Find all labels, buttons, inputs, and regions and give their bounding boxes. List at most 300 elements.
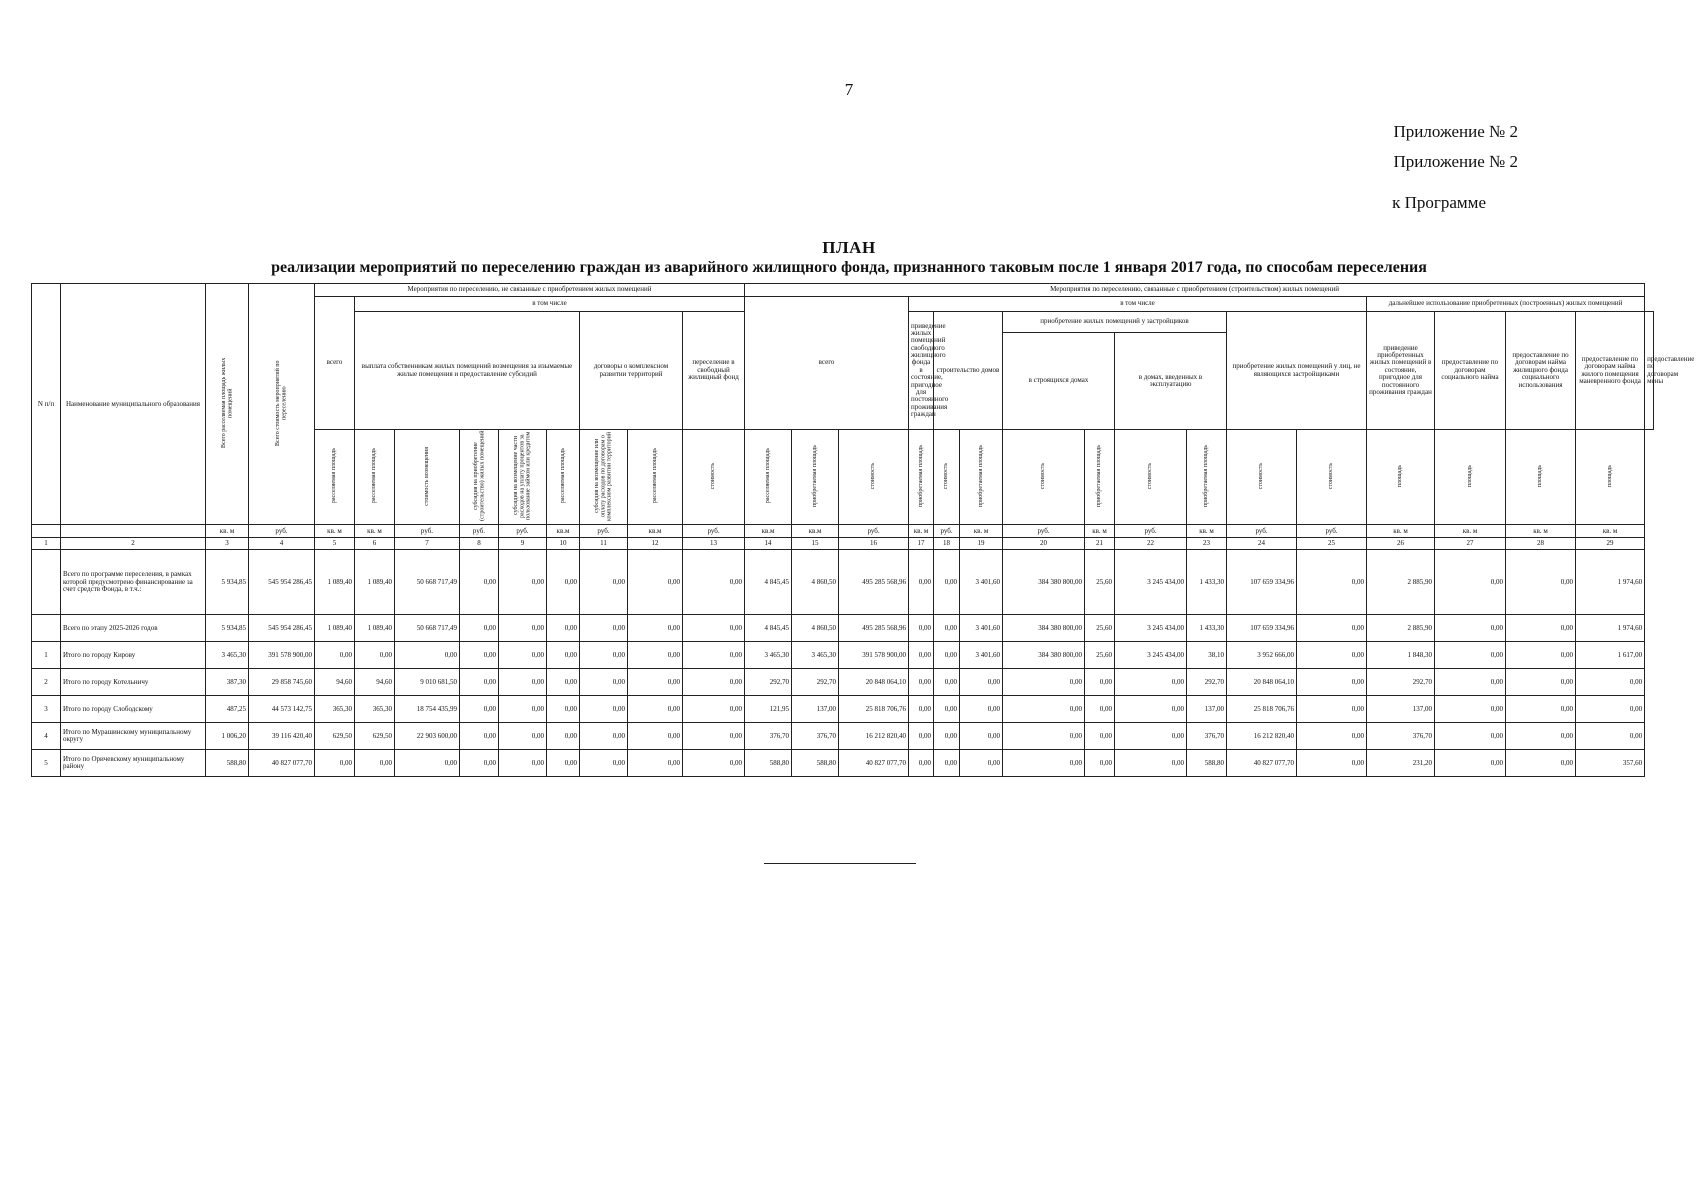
value-cell-col-23: 38,10: [1187, 642, 1227, 669]
table-body: [32, 550, 1654, 777]
subcol-header-9-text: субсидия на возмещение части расходов на уплату процентов за пользование займом или кредитом: [513, 431, 532, 521]
unit-cell: кв. м: [315, 525, 355, 538]
subcol-header-11-text: субсидия на возмещение или оплату расходов по договорам о комплексном развитии территорий: [594, 431, 613, 521]
value-cell-col-17: 0,00: [909, 642, 934, 669]
column-number-cell: 21: [1085, 538, 1115, 550]
subcol-header-6-text: расселяемая площадь: [371, 448, 378, 504]
value-cell-col-9: 0,00: [499, 696, 547, 723]
value-cell-col-24: 107 659 334,96: [1227, 550, 1297, 615]
value-cell-col-6: 0,00: [355, 750, 395, 777]
resettlement-plan-table: [31, 283, 1695, 777]
value-cell-col-9: 0,00: [499, 669, 547, 696]
value-cell-col-28: 0,00: [1506, 669, 1576, 696]
row-number: 5: [32, 750, 61, 777]
group-b-header: Мероприятия по переселению, связанные с приобретением (строительством) жилых помещений: [745, 284, 1645, 297]
value-cell-col-15: 137,00: [792, 696, 839, 723]
subcol-header-6: [355, 430, 395, 525]
value-cell-col-8: 0,00: [460, 642, 499, 669]
row-municipality-name: Всего по программе переселения, в рамках которой предусмотрено финансирование за счет средств Фонда, в т.ч.:: [61, 550, 206, 615]
value-cell-col-28: 0,00: [1506, 750, 1576, 777]
table-row: [32, 550, 1654, 615]
value-cell-col-13: 0,00: [683, 550, 745, 615]
value-cell-col-27: 0,00: [1435, 669, 1506, 696]
column-number-cell: 12: [628, 538, 683, 550]
subcol-header-12-text: расселяемая площадь: [651, 448, 658, 504]
subcol-header-24-text: стоимость: [1258, 462, 1265, 490]
value-cell-col-29: 1 974,60: [1576, 615, 1645, 642]
value-cell-col-12: 0,00: [628, 696, 683, 723]
value-cell-col-8: 0,00: [460, 750, 499, 777]
column-number-cell: 5: [315, 538, 355, 550]
subcol-header-13: [683, 430, 745, 525]
further-use-header: дальнейшее использование приобретенных (построенных) жилых помещений: [1367, 297, 1645, 312]
col-header-name: Наименование муниципального образования: [61, 284, 206, 525]
acq-building-header: в строящихся домах: [1003, 333, 1115, 430]
unit-cell: кв. м: [1085, 525, 1115, 538]
column-number-cell: 17: [909, 538, 934, 550]
value-cell-col-20: 0,00: [1003, 696, 1085, 723]
subcol-header-21: [1085, 430, 1115, 525]
value-cell-col-4: 29 858 745,60: [249, 669, 315, 696]
value-cell-col-22: 3 245 434,00: [1115, 642, 1187, 669]
value-cell-col-9: 0,00: [499, 642, 547, 669]
col-header-total-area-text: Всего расселяемая площадь жилых помещений: [220, 357, 233, 449]
value-cell-col-3: 387,30: [206, 669, 249, 696]
value-cell-col-19: 0,00: [960, 723, 1003, 750]
value-cell-col-21: 25,60: [1085, 615, 1115, 642]
value-cell-col-10: 0,00: [547, 723, 580, 750]
value-cell-col-15: 588,80: [792, 750, 839, 777]
column-number-cell: 23: [1187, 538, 1227, 550]
value-cell-col-24: 20 848 064,10: [1227, 669, 1297, 696]
unit-cell: кв. м: [1435, 525, 1506, 538]
value-cell-col-8: 0,00: [460, 696, 499, 723]
incl-a-header: в том числе: [355, 297, 745, 312]
unit-cell: кв. м: [909, 525, 934, 538]
value-cell-col-3: 588,80: [206, 750, 249, 777]
value-cell-col-21: 0,00: [1085, 669, 1115, 696]
unit-cell: руб.: [395, 525, 460, 538]
unit-cell: руб.: [683, 525, 745, 538]
value-cell-col-29: 0,00: [1576, 696, 1645, 723]
value-cell-col-21: 25,60: [1085, 550, 1115, 615]
acq-non-dev-header: приобретение жилых помещений у лиц, не являющихся застройщиками: [1227, 312, 1367, 430]
column-number-cell: 16: [839, 538, 909, 550]
construction-header: строительство домов: [934, 312, 1003, 430]
unit-cell: кв. м: [960, 525, 1003, 538]
value-cell-col-3: 5 934,85: [206, 550, 249, 615]
acq-commissioned-header: в домах, введенных в эксплуатацию: [1115, 333, 1227, 430]
contracts-header: договоры о комплексном развитии территорий: [580, 312, 683, 430]
column-number-cell: 20: [1003, 538, 1085, 550]
subcol-header-14: [745, 430, 792, 525]
unit-cell-empty: [32, 525, 61, 538]
value-cell-col-28: 0,00: [1506, 550, 1576, 615]
value-cell-col-27: 0,00: [1435, 615, 1506, 642]
value-cell-col-20: 0,00: [1003, 723, 1085, 750]
table-row: [32, 750, 1654, 777]
subcol-header-10-text: расселяемая площадь: [559, 448, 566, 504]
value-cell-col-12: 0,00: [628, 750, 683, 777]
subcol-header-18-text: стоимость: [943, 462, 950, 490]
value-cell-col-27: 0,00: [1435, 750, 1506, 777]
subcol-header-8: [460, 430, 499, 525]
value-cell-col-8: 0,00: [460, 669, 499, 696]
value-cell-col-28: 0,00: [1506, 615, 1576, 642]
value-cell-col-7: 22 903 600,00: [395, 723, 460, 750]
unit-cell: кв. м: [1576, 525, 1645, 538]
value-cell-col-19: 0,00: [960, 696, 1003, 723]
subcol-header-22: [1115, 430, 1187, 525]
column-number-cell: 7: [395, 538, 460, 550]
column-number-cell: 24: [1227, 538, 1297, 550]
value-cell-col-5: 0,00: [315, 750, 355, 777]
unit-cell: кв.м: [547, 525, 580, 538]
value-cell-col-15: 292,70: [792, 669, 839, 696]
header-row-1: [32, 284, 1654, 297]
value-cell-col-25: 0,00: [1297, 750, 1367, 777]
value-cell-col-22: 0,00: [1115, 696, 1187, 723]
value-cell-col-7: 50 668 717,49: [395, 615, 460, 642]
subcol-header-29-text: площадь: [1606, 464, 1613, 488]
value-cell-col-16: 20 848 064,10: [839, 669, 909, 696]
value-cell-col-16: 495 285 568,96: [839, 550, 909, 615]
subcol-header-25: [1297, 430, 1367, 525]
value-cell-col-4: 391 578 900,00: [249, 642, 315, 669]
value-cell-col-10: 0,00: [547, 750, 580, 777]
unit-cell: кв. м: [1506, 525, 1576, 538]
annex-line-1: Приложение № 2: [1393, 122, 1518, 141]
column-number-cell: 26: [1367, 538, 1435, 550]
value-cell-col-20: 384 380 800,00: [1003, 642, 1085, 669]
value-cell-col-14: 292,70: [745, 669, 792, 696]
value-cell-col-7: 18 754 435,99: [395, 696, 460, 723]
table-row: [32, 696, 1654, 723]
exchange-header: предоставление по договорам мены: [1645, 312, 1654, 430]
value-cell-col-29: 1 974,60: [1576, 550, 1645, 615]
column-number-cell: 11: [580, 538, 628, 550]
unit-cell: руб.: [580, 525, 628, 538]
subcol-header-25-text: стоимость: [1328, 462, 1335, 490]
value-cell-col-23: 1 433,30: [1187, 615, 1227, 642]
unit-cell: кв. м: [355, 525, 395, 538]
value-cell-col-29: 357,60: [1576, 750, 1645, 777]
subcol-header-20: [1003, 430, 1085, 525]
value-cell-col-17: 0,00: [909, 723, 934, 750]
value-cell-col-17: 0,00: [909, 550, 934, 615]
column-number-cell: 15: [792, 538, 839, 550]
value-cell-col-25: 0,00: [1297, 696, 1367, 723]
value-cell-col-15: 4 860,50: [792, 550, 839, 615]
column-number-cell: 2: [61, 538, 206, 550]
value-cell-col-17: 0,00: [909, 615, 934, 642]
value-cell-col-17: 0,00: [909, 750, 934, 777]
value-cell-col-22: 3 245 434,00: [1115, 550, 1187, 615]
value-cell-col-5: 1 089,40: [315, 615, 355, 642]
subcol-header-17: [909, 430, 934, 525]
column-number-cell: 10: [547, 538, 580, 550]
column-number-cell: 27: [1435, 538, 1506, 550]
value-cell-col-16: 495 285 568,96: [839, 615, 909, 642]
subcol-header-16-text: стоимость: [870, 462, 877, 490]
value-cell-col-3: 3 465,30: [206, 642, 249, 669]
value-cell-col-11: 0,00: [580, 615, 628, 642]
value-cell-col-14: 588,80: [745, 750, 792, 777]
col-header-vsego-a: всего: [315, 297, 355, 430]
value-cell-col-22: 0,00: [1115, 723, 1187, 750]
value-cell-col-13: 0,00: [683, 615, 745, 642]
value-cell-col-26: 2 885,90: [1367, 550, 1435, 615]
value-cell-col-12: 0,00: [628, 550, 683, 615]
value-cell-col-15: 3 465,30: [792, 642, 839, 669]
unit-cell: кв.м: [792, 525, 839, 538]
value-cell-col-18: 0,00: [934, 696, 960, 723]
subcol-header-5: [315, 430, 355, 525]
value-cell-col-6: 94,60: [355, 669, 395, 696]
value-cell-col-8: 0,00: [460, 723, 499, 750]
value-cell-col-26: 376,70: [1367, 723, 1435, 750]
table-row: [32, 642, 1654, 669]
unit-cell: кв.м: [628, 525, 683, 538]
unit-cell: руб.: [934, 525, 960, 538]
value-cell-col-12: 0,00: [628, 642, 683, 669]
free-fund-header: переселение в свободный жилищный фонд: [683, 312, 745, 430]
subcol-header-16: [839, 430, 909, 525]
value-cell-col-13: 0,00: [683, 696, 745, 723]
units-row: [32, 525, 1654, 538]
subcol-header-15-text: приобретаемая площадь: [811, 444, 818, 508]
value-cell-col-23: 137,00: [1187, 696, 1227, 723]
value-cell-col-27: 0,00: [1435, 696, 1506, 723]
maneuver-header: предоставление по договорам найма жилого помещения маневренного фонда: [1576, 312, 1645, 430]
value-cell-col-5: 1 089,40: [315, 550, 355, 615]
col-header-vsego-b: всего: [745, 297, 909, 430]
col-header-total-cost-text: Всего стоимость мероприятий по переселению: [275, 360, 288, 446]
column-number-cell: 3: [206, 538, 249, 550]
value-cell-col-23: 376,70: [1187, 723, 1227, 750]
value-cell-col-11: 0,00: [580, 550, 628, 615]
value-cell-col-13: 0,00: [683, 750, 745, 777]
unit-cell: руб.: [460, 525, 499, 538]
subcol-header-24: [1227, 430, 1297, 525]
subcol-header-8-text: субсидия на приобретение (строительство) жилых помещений: [472, 430, 485, 522]
value-cell-col-28: 0,00: [1506, 642, 1576, 669]
value-cell-col-8: 0,00: [460, 550, 499, 615]
unit-cell: руб.: [499, 525, 547, 538]
value-cell-col-25: 0,00: [1297, 550, 1367, 615]
value-cell-col-19: 3 401,60: [960, 615, 1003, 642]
value-cell-col-15: 4 860,50: [792, 615, 839, 642]
value-cell-col-4: 44 573 142,75: [249, 696, 315, 723]
subcol-header-18: [934, 430, 960, 525]
subcol-header-5-text: расселяемая площадь: [331, 448, 338, 504]
subcol-header-29: [1576, 430, 1645, 525]
value-cell-col-14: 376,70: [745, 723, 792, 750]
social-rent-header: предоставление по договорам социального найма: [1435, 312, 1506, 430]
value-cell-col-26: 1 848,30: [1367, 642, 1435, 669]
incl-b-header: в том числе: [909, 297, 1367, 312]
value-cell-col-29: 0,00: [1576, 723, 1645, 750]
row-number: 3: [32, 696, 61, 723]
value-cell-col-14: 4 845,45: [745, 550, 792, 615]
subcol-header-21-text: приобретаемая площадь: [1096, 444, 1103, 508]
value-cell-col-20: 0,00: [1003, 750, 1085, 777]
value-cell-col-13: 0,00: [683, 669, 745, 696]
value-cell-col-9: 0,00: [499, 615, 547, 642]
value-cell-col-20: 0,00: [1003, 669, 1085, 696]
subcol-header-20-text: стоимость: [1040, 462, 1047, 490]
value-cell-col-5: 365,30: [315, 696, 355, 723]
acq-dev-header: приобретение жилых помещений у застройщиков: [1003, 312, 1227, 333]
annex-line-2: Приложение № 2: [1393, 152, 1518, 171]
unit-cell: руб.: [839, 525, 909, 538]
subcol-header-15: [792, 430, 839, 525]
subcol-header-27: [1435, 430, 1506, 525]
row-municipality-name: Итого по Мурашинскому муниципальному округу: [61, 723, 206, 750]
value-cell-col-4: 545 954 286,45: [249, 550, 315, 615]
value-cell-col-25: 0,00: [1297, 669, 1367, 696]
value-cell-col-26: 2 885,90: [1367, 615, 1435, 642]
value-cell-col-6: 629,50: [355, 723, 395, 750]
unit-cell: кв.м: [745, 525, 792, 538]
value-cell-col-25: 0,00: [1297, 642, 1367, 669]
value-cell-col-7: 0,00: [395, 750, 460, 777]
social-fund-header: предоставление по договорам найма жилищного фонда социального использования: [1506, 312, 1576, 430]
row-municipality-name: Итого по Оричевскому муниципальному району: [61, 750, 206, 777]
document-title: ПЛАН: [822, 238, 876, 257]
document-subtitle: реализации мероприятий по переселению граждан из аварийного жилищного фонда, признанного таковым после 1 января 2017 года, по способам переселения: [271, 259, 1427, 276]
value-cell-col-11: 0,00: [580, 642, 628, 669]
column-number-cell: 9: [499, 538, 547, 550]
value-cell-col-18: 0,00: [934, 669, 960, 696]
value-cell-col-7: 0,00: [395, 642, 460, 669]
value-cell-col-20: 384 380 800,00: [1003, 550, 1085, 615]
unit-cell: руб.: [1115, 525, 1187, 538]
value-cell-col-27: 0,00: [1435, 550, 1506, 615]
value-cell-col-21: 25,60: [1085, 642, 1115, 669]
row-number: 4: [32, 723, 61, 750]
value-cell-col-24: 25 818 706,76: [1227, 696, 1297, 723]
value-cell-col-3: 1 006,20: [206, 723, 249, 750]
column-number-cell: 6: [355, 538, 395, 550]
subcol-header-17-text: приобретаемая площадь: [917, 444, 924, 508]
column-number-cell: 28: [1506, 538, 1576, 550]
value-cell-col-21: 0,00: [1085, 750, 1115, 777]
table-row: [32, 615, 1654, 642]
subcol-header-14-text: расселяемая площадь: [764, 448, 771, 504]
value-cell-col-14: 4 845,45: [745, 615, 792, 642]
value-cell-col-6: 1 089,40: [355, 615, 395, 642]
column-number-cell: 25: [1297, 538, 1367, 550]
subcol-header-12: [628, 430, 683, 525]
unit-cell: кв. м: [206, 525, 249, 538]
value-cell-col-12: 0,00: [628, 615, 683, 642]
subcol-header-22-text: стоимость: [1147, 462, 1154, 490]
bring-acquired-header: приведение приобретенных жилых помещений в состояние, пригодное для постоянного проживания граждан: [1367, 312, 1435, 430]
value-cell-col-16: 40 827 077,70: [839, 750, 909, 777]
group-a-header: Мероприятия по переселению, не связанные с приобретением жилых помещений: [315, 284, 745, 297]
value-cell-col-24: 16 212 820,40: [1227, 723, 1297, 750]
subcol-header-28: [1506, 430, 1576, 525]
table-row: [32, 723, 1654, 750]
value-cell-col-16: 25 818 706,76: [839, 696, 909, 723]
value-cell-col-22: 0,00: [1115, 669, 1187, 696]
value-cell-col-26: 137,00: [1367, 696, 1435, 723]
column-number-cell: 14: [745, 538, 792, 550]
value-cell-col-19: 0,00: [960, 669, 1003, 696]
col-header-n: N п/п: [32, 284, 61, 525]
value-cell-col-4: 39 116 420,40: [249, 723, 315, 750]
value-cell-col-24: 107 659 334,96: [1227, 615, 1297, 642]
value-cell-col-5: 629,50: [315, 723, 355, 750]
value-cell-col-28: 0,00: [1506, 723, 1576, 750]
value-cell-col-18: 0,00: [934, 750, 960, 777]
annex-line-3: к Программе: [1392, 193, 1486, 212]
value-cell-col-11: 0,00: [580, 723, 628, 750]
value-cell-col-4: 40 827 077,70: [249, 750, 315, 777]
column-number-cell: 4: [249, 538, 315, 550]
value-cell-col-12: 0,00: [628, 723, 683, 750]
value-cell-col-27: 0,00: [1435, 723, 1506, 750]
value-cell-col-25: 0,00: [1297, 723, 1367, 750]
value-cell-col-13: 0,00: [683, 723, 745, 750]
value-cell-col-11: 0,00: [580, 696, 628, 723]
col-header-total-cost: [249, 284, 315, 525]
value-cell-col-9: 0,00: [499, 723, 547, 750]
value-cell-col-5: 94,60: [315, 669, 355, 696]
value-cell-col-21: 0,00: [1085, 696, 1115, 723]
column-number-cell: 18: [934, 538, 960, 550]
value-cell-col-11: 0,00: [580, 669, 628, 696]
value-cell-col-9: 0,00: [499, 550, 547, 615]
value-cell-col-18: 0,00: [934, 615, 960, 642]
subcol-header-23-text: приобретаемая площадь: [1203, 444, 1210, 508]
unit-cell-empty: [61, 525, 206, 538]
unit-cell: руб.: [1003, 525, 1085, 538]
value-cell-col-6: 0,00: [355, 642, 395, 669]
value-cell-col-5: 0,00: [315, 642, 355, 669]
row-number: 2: [32, 669, 61, 696]
value-cell-col-16: 16 212 820,40: [839, 723, 909, 750]
value-cell-col-12: 0,00: [628, 669, 683, 696]
value-cell-col-24: 3 952 666,00: [1227, 642, 1297, 669]
value-cell-col-10: 0,00: [547, 615, 580, 642]
column-number-cell: 8: [460, 538, 499, 550]
value-cell-col-26: 292,70: [1367, 669, 1435, 696]
subcol-header-19: [960, 430, 1003, 525]
row-number: [32, 615, 61, 642]
unit-cell: кв. м: [1187, 525, 1227, 538]
table-row: [32, 669, 1654, 696]
column-number-cell: 13: [683, 538, 745, 550]
subcol-header-7: [395, 430, 460, 525]
value-cell-col-18: 0,00: [934, 723, 960, 750]
subcol-header-9: [499, 430, 547, 525]
row-municipality-name: Итого по городу Котельничу: [61, 669, 206, 696]
unit-cell: руб.: [1297, 525, 1367, 538]
column-number-cell: 1: [32, 538, 61, 550]
unit-cell: руб.: [249, 525, 315, 538]
value-cell-col-24: 40 827 077,70: [1227, 750, 1297, 777]
value-cell-col-10: 0,00: [547, 642, 580, 669]
column-numbers-row: [32, 538, 1654, 550]
value-cell-col-3: 5 934,85: [206, 615, 249, 642]
value-cell-col-18: 0,00: [934, 642, 960, 669]
value-cell-col-26: 231,20: [1367, 750, 1435, 777]
value-cell-col-22: 3 245 434,00: [1115, 615, 1187, 642]
subcol-header-27-text: площадь: [1466, 464, 1473, 488]
value-cell-col-29: 1 617,00: [1576, 642, 1645, 669]
